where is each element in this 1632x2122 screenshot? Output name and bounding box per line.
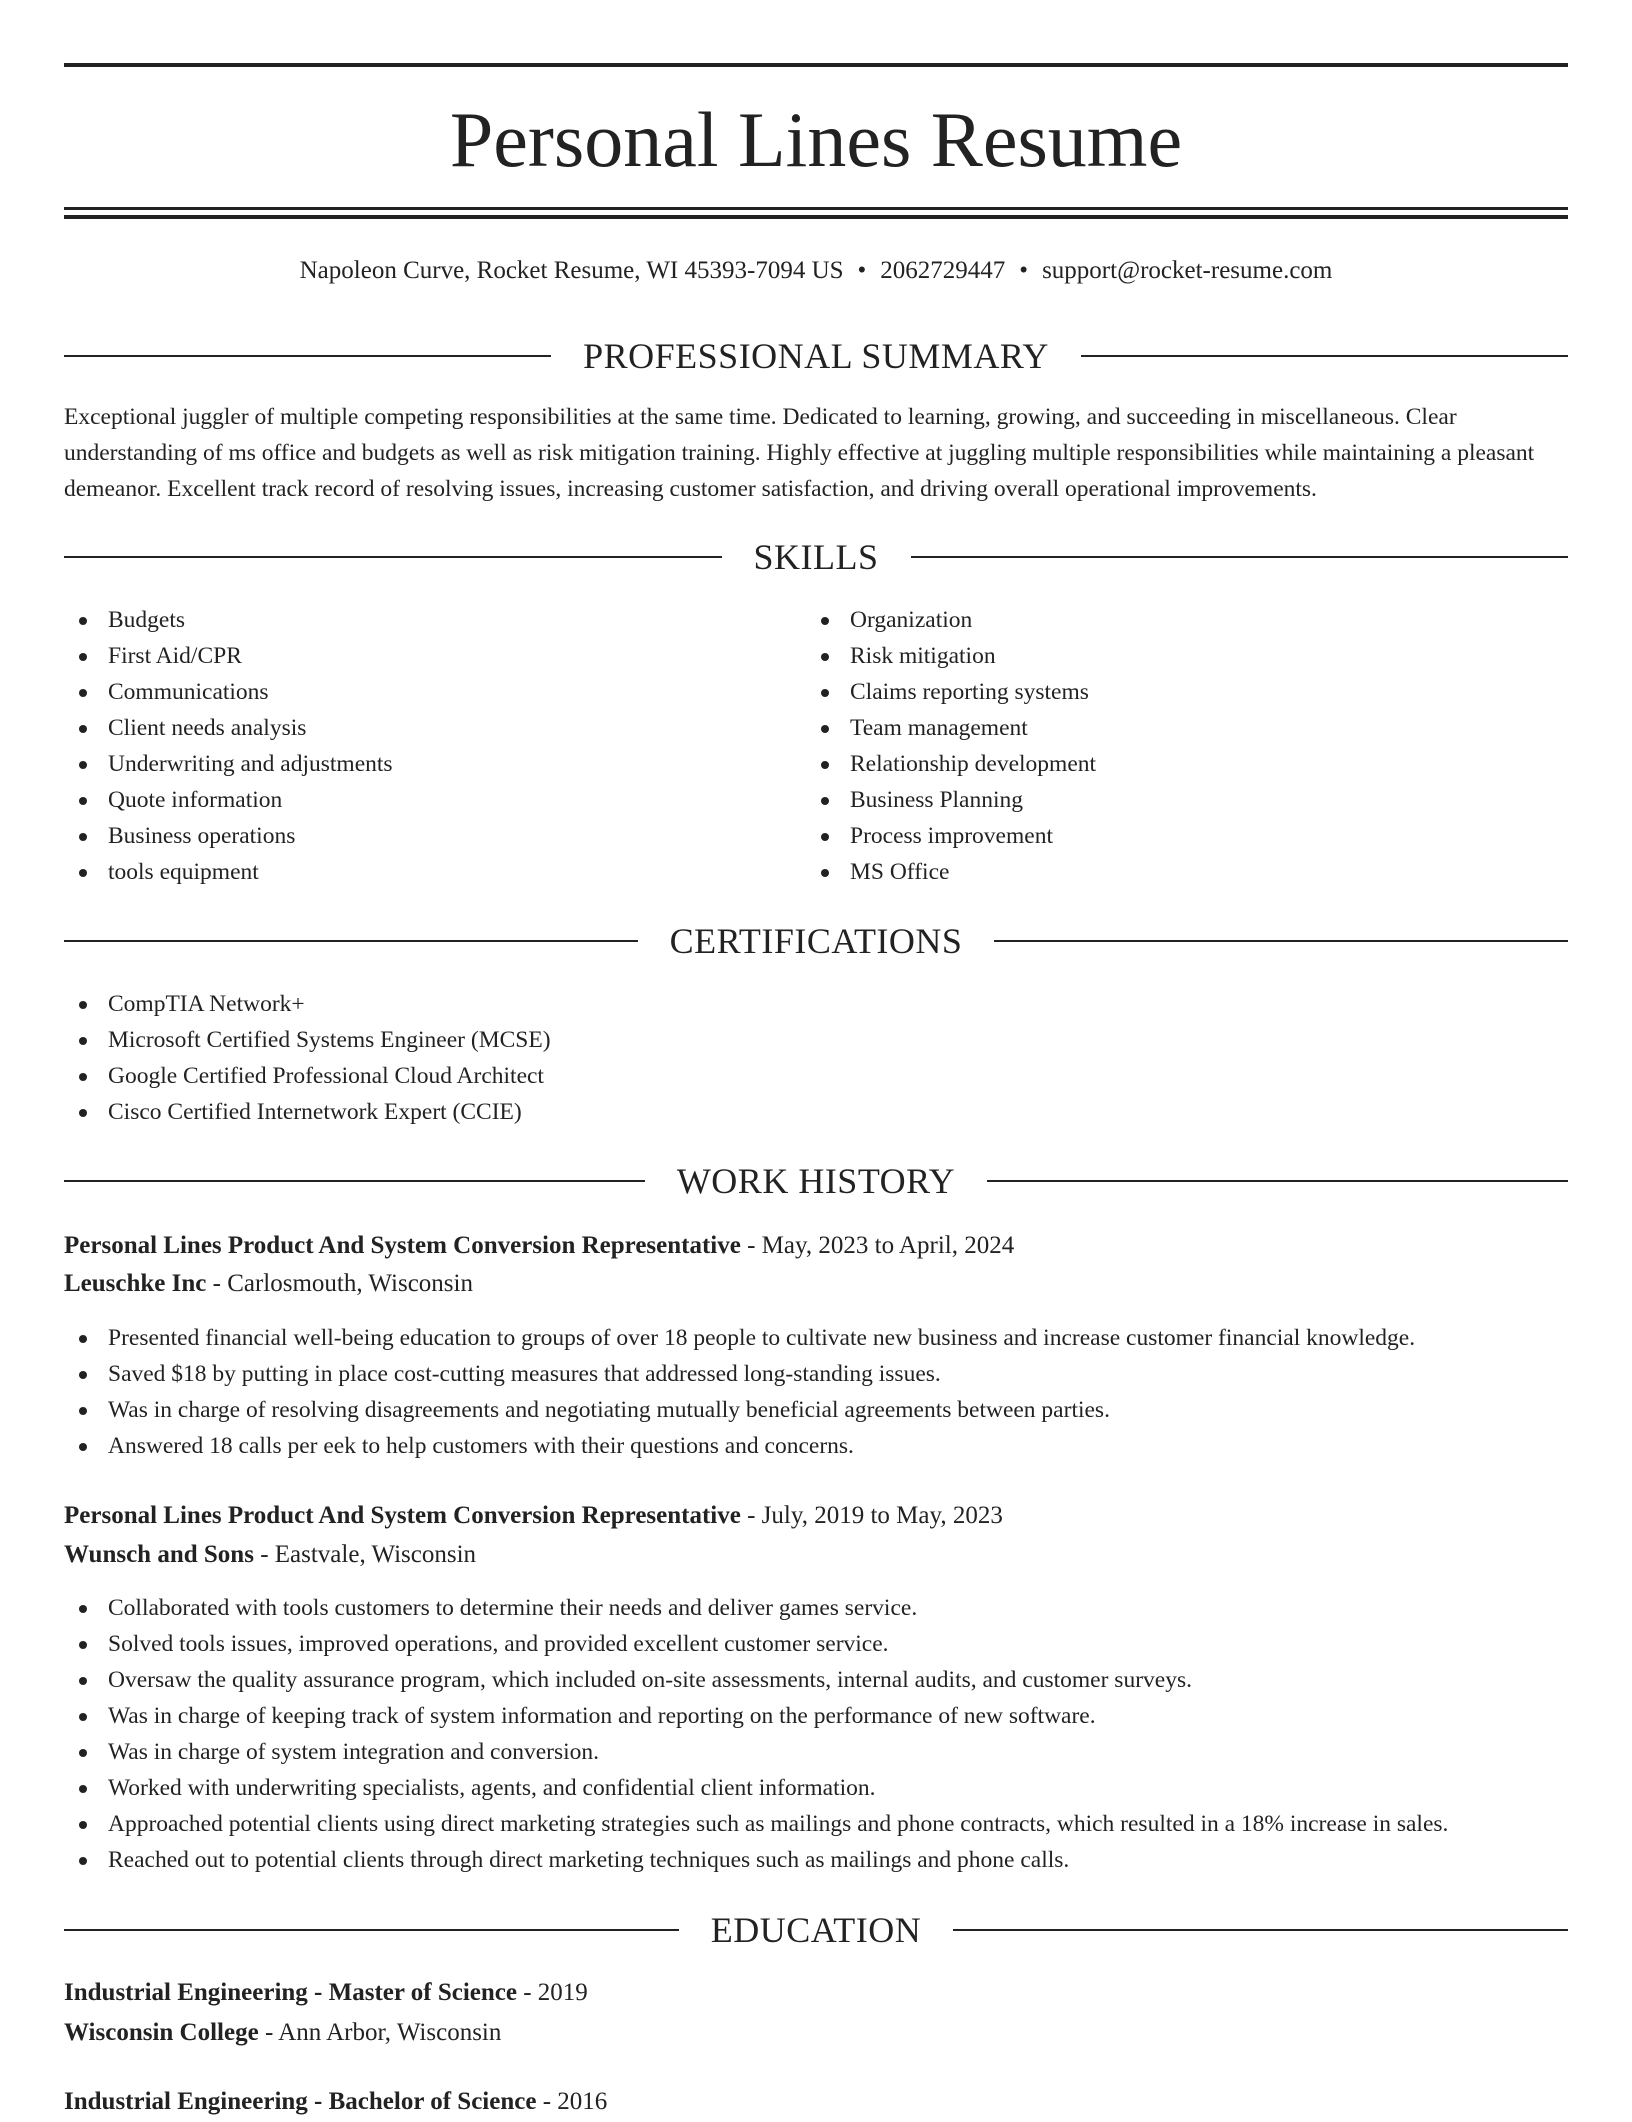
heading-rule-right	[953, 1929, 1568, 1931]
certification-item: Google Certified Professional Cloud Architect	[64, 1058, 1568, 1094]
skill-item: Budgets	[64, 602, 804, 638]
contact-separator: •	[1019, 257, 1029, 284]
job-company-line	[64, 1535, 1568, 1575]
skills-heading	[64, 537, 1568, 577]
education-heading-label: EDUCATION	[710, 1910, 922, 1950]
contact-line	[64, 254, 1568, 288]
certifications-heading-label: CERTIFICATIONS	[669, 921, 963, 961]
skill-item: Quote information	[64, 782, 804, 818]
certifications-list	[64, 986, 1568, 1130]
job-bullet: Presented financial well-being education to groups of over 18 people to cultivate new business and increase customer financial knowledge.	[64, 1320, 1568, 1356]
work-history-heading	[64, 1161, 1568, 1201]
certification-item: Microsoft Certified Systems Engineer (MCSE)	[64, 1022, 1568, 1058]
education-school: Wisconsin College	[64, 2019, 259, 2046]
job-bullet: Saved $18 by putting in place cost-cutting measures that addressed long-standing issues.	[64, 1356, 1568, 1392]
job-title: Personal Lines Product And System Conversion Representative	[64, 1232, 741, 1259]
job-bullet: Answered 18 calls per eek to help customers with their questions and concerns.	[64, 1428, 1568, 1464]
education-year: - 2019	[516, 1979, 588, 2006]
contact-email: support@rocket-resume.com	[1042, 257, 1333, 284]
education-degree: Industrial Engineering - Bachelor of Science	[64, 2088, 537, 2115]
contact-separator: •	[857, 257, 867, 284]
skills-heading-label: SKILLS	[753, 537, 879, 577]
certification-item: Cisco Certified Internetwork Expert (CCIE)	[64, 1094, 1568, 1130]
job-title-line	[64, 1226, 1568, 1266]
education-heading	[64, 1910, 1568, 1950]
heading-rule-left	[64, 940, 638, 942]
job-bullet: Approached potential clients using direct marketing strategies such as mailings and phone contracts, which resulted in a 18% increase in sales.	[64, 1806, 1568, 1842]
title-double-rule	[64, 207, 1568, 219]
skill-item: Organization	[806, 602, 1546, 638]
skill-item: Business operations	[64, 818, 804, 854]
education-location: - Ann Arbor, Wisconsin	[258, 2019, 502, 2046]
heading-rule-right	[1081, 355, 1568, 357]
education-year: - 2016	[536, 2088, 608, 2115]
skill-item: Relationship development	[806, 746, 1546, 782]
skills-list-left	[64, 602, 804, 890]
skill-item: Business Planning	[806, 782, 1546, 818]
skill-item: Process improvement	[806, 818, 1546, 854]
top-rule	[64, 63, 1568, 67]
heading-rule-left	[64, 1929, 679, 1931]
page-title: Personal Lines Resume	[449, 96, 1183, 183]
heading-rule-left	[64, 355, 551, 357]
skill-item: MS Office	[806, 854, 1546, 890]
job-bullet: Solved tools issues, improved operations, and provided excellent customer service.	[64, 1626, 1568, 1662]
job-bullet: Worked with underwriting specialists, agents, and confidential client information.	[64, 1770, 1568, 1806]
job-title-line	[64, 1496, 1568, 1536]
education-degree: Industrial Engineering - Master of Science	[64, 1979, 517, 2006]
education-degree-line	[64, 2082, 1568, 2122]
skill-item: First Aid/CPR	[64, 638, 804, 674]
job-bullet: Reached out to potential clients through direct marketing techniques such as mailings and phone calls.	[64, 1842, 1568, 1878]
certifications-heading	[64, 921, 1568, 961]
heading-rule-left	[64, 556, 722, 558]
heading-rule-left	[64, 1180, 645, 1182]
job-bullet: Oversaw the quality assurance program, which included on-site assessments, internal audits, and customer surveys.	[64, 1662, 1568, 1698]
summary-text: Exceptional juggler of multiple competing responsibilities at the same time. Dedicated to learning, growing, and succeeding in miscellaneous. Clear understanding of ms office and budgets as well as risk mitigation training. Highly effective at juggling multiple responsibilities while maintaining a pleasant demeanor. Excellent track record of resolving issues, increasing customer satisfaction, and driving overall operational improvements.	[64, 404, 1535, 502]
summary-heading-label: PROFESSIONAL SUMMARY	[583, 336, 1049, 376]
contact-address: Napoleon Curve, Rocket Resume, WI 45393-7094 US	[299, 257, 844, 284]
heading-rule-right	[994, 940, 1568, 942]
job-company-line	[64, 1264, 1568, 1304]
skill-item: Team management	[806, 710, 1546, 746]
job-bullet: Collaborated with tools customers to determine their needs and deliver games service.	[64, 1590, 1568, 1626]
job-dates: - May, 2023 to April, 2024	[740, 1232, 1015, 1259]
job-bullet: Was in charge of keeping track of system information and reporting on the performance of new software.	[64, 1698, 1568, 1734]
job-bullet: Was in charge of system integration and conversion.	[64, 1734, 1568, 1770]
job-location: - Eastvale, Wisconsin	[253, 1541, 477, 1568]
skill-item: Client needs analysis	[64, 710, 804, 746]
contact-phone: 2062729447	[880, 257, 1006, 284]
heading-rule-right	[987, 1180, 1568, 1182]
certification-item: CompTIA Network+	[64, 986, 1568, 1022]
education-degree-line	[64, 1973, 1568, 2013]
job-title: Personal Lines Product And System Conversion Representative	[64, 1502, 741, 1529]
job-location: - Carlosmouth, Wisconsin	[206, 1270, 473, 1297]
education-school-line	[64, 2013, 1568, 2053]
skill-item: tools equipment	[64, 854, 804, 890]
job-bullets	[64, 1320, 1568, 1464]
job-bullet: Was in charge of resolving disagreements and negotiating mutually beneficial agreements between parties.	[64, 1392, 1568, 1428]
skill-item: Risk mitigation	[806, 638, 1546, 674]
skills-list-right	[806, 602, 1546, 890]
skill-item: Claims reporting systems	[806, 674, 1546, 710]
job-company: Leuschke Inc	[64, 1270, 207, 1297]
job-dates: - July, 2019 to May, 2023	[740, 1502, 1003, 1529]
heading-rule-right	[911, 556, 1569, 558]
work-history-heading-label: WORK HISTORY	[676, 1161, 956, 1201]
skill-item: Underwriting and adjustments	[64, 746, 804, 782]
job-bullets	[64, 1590, 1568, 1878]
summary-heading	[64, 336, 1568, 376]
skill-item: Communications	[64, 674, 804, 710]
job-company: Wunsch and Sons	[64, 1541, 254, 1568]
